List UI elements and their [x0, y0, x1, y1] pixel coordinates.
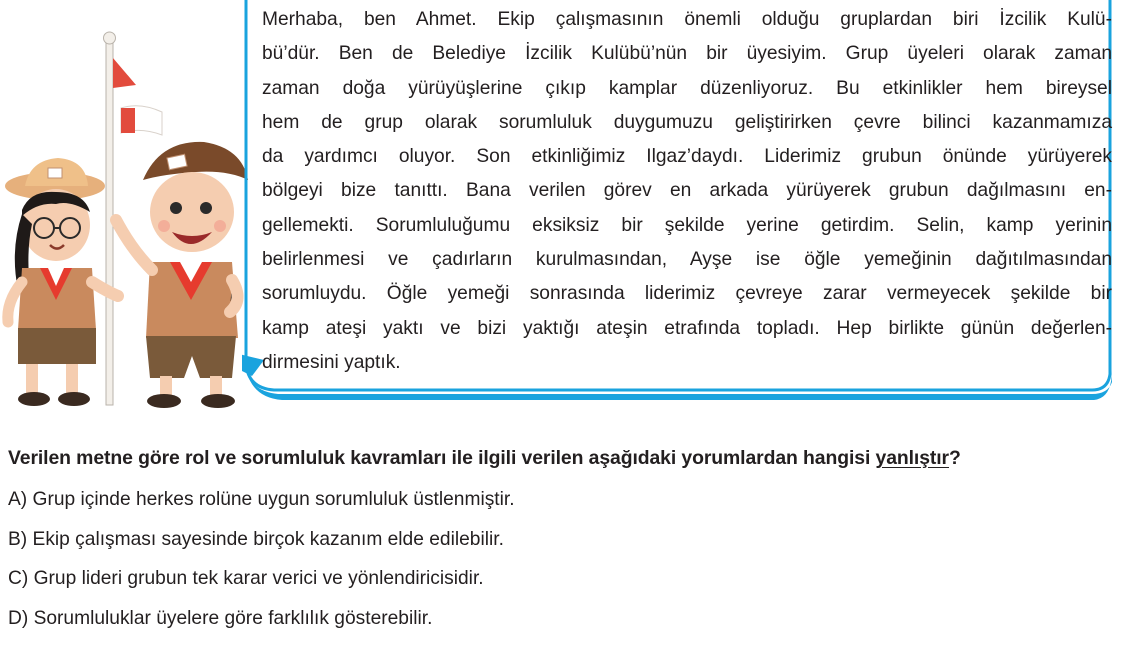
passage-line: kamp ateşi yaktı ve bizi yaktığı ateşin etrafında topladı. Hep birlikte günün değerlen-: [262, 312, 1112, 346]
passage-text: [262, 3, 1112, 380]
scouts-illustration: [0, 0, 260, 420]
question-text: [8, 447, 961, 470]
passage-line: zaman doğa yürüyüşlerine çıkıp kamplar düzenliyoruz. Bu etkinlikler hem bireysel: [262, 72, 1112, 106]
question-suffix: ?: [949, 447, 961, 469]
flag-pole-top: [104, 32, 116, 44]
passage-line: sorumluydu. Öğle yemeği sonrasında liderimiz çevreye zarar vermeyecek şekilde bir: [262, 277, 1112, 311]
option-a[interactable]: A) Grup içinde herkes rolüne uygun sorumluluk üstlenmiştir.: [8, 488, 515, 528]
flag-pennant: [113, 58, 136, 88]
girl-scout: [5, 158, 118, 406]
passage-line: bü’dür. Ben de Belediye İzcilik Kulübü’nün bir üyesiyim. Grup üyeleri olarak zaman: [262, 37, 1112, 71]
option-d[interactable]: D) Sorumluluklar üyelere göre farklılık gösterebilir.: [8, 607, 515, 646]
answer-options: [8, 488, 515, 646]
passage-line: Merhaba, ben Ahmet. Ekip çalışmasının önemli olduğu gruplardan biri İzcilik Kulü-: [262, 3, 1112, 37]
passage-line: dirmesini yaptık.: [262, 346, 1112, 380]
option-c[interactable]: C) Grup lideri grubun tek karar verici ve yönlendiricisidir.: [8, 567, 515, 607]
passage-line: gellemekti. Sorumluluğumu eksiksiz bir şekilde yerine getirdim. Selin, kamp yerinin: [262, 209, 1112, 243]
passage-line: bölgeyi bize tanıttı. Bana verilen görev en arkada yürüyerek grubun dağılmasını en-: [262, 174, 1112, 208]
option-b[interactable]: B) Ekip çalışması sayesinde birçok kazanım elde edilebilir.: [8, 528, 515, 568]
speech-bubble: [242, 0, 1114, 400]
boy-scout: [116, 142, 248, 408]
passage-line: hem de grup olarak sorumluluk duygumuzu geliştirirken çevre bilinci kazanmamıza: [262, 106, 1112, 140]
passage-line: belirlenmesi ve çadırların kurulmasından, Ayşe ise öğle yemeğinin dağıtılmasından: [262, 243, 1112, 277]
question-prefix: Verilen metne göre rol ve sorumluluk kavramları ile ilgili verilen aşağıdaki yorumlardan hangisi: [8, 447, 876, 469]
flag-cloth-red: [121, 108, 135, 133]
question-emphasis: yanlıştır: [876, 447, 949, 469]
passage-line: da yardımcı oluyor. Son etkinliğimiz Ilgaz’daydı. Liderimiz grubun önünde yürüyerek: [262, 140, 1112, 174]
